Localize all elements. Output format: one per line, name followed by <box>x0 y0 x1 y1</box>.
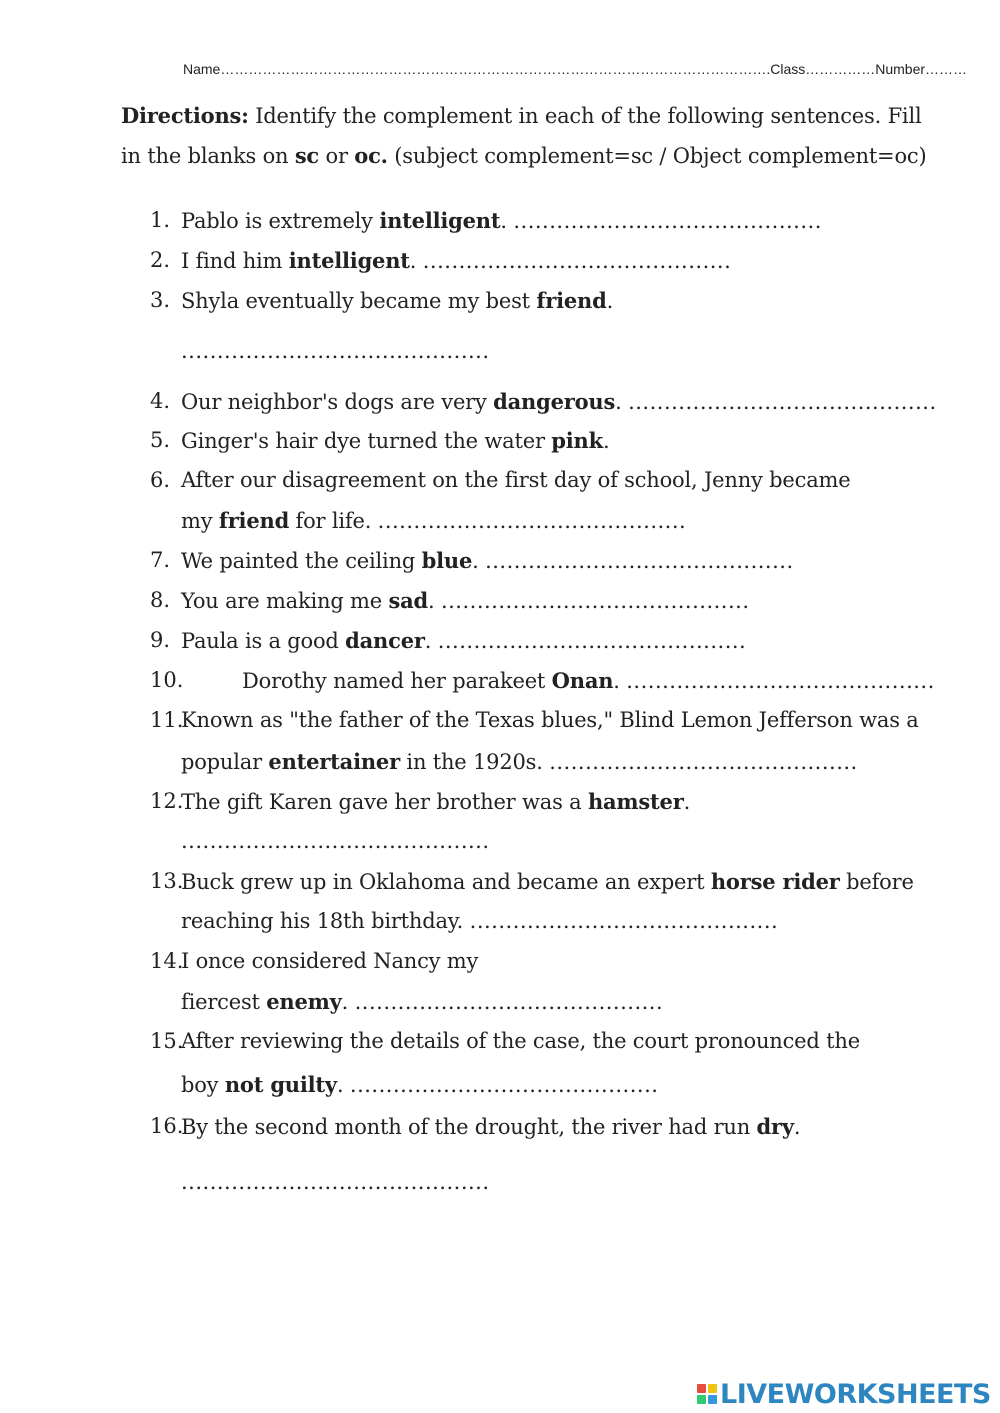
logo-mark-icon <box>697 1384 717 1404</box>
item-number: 12. <box>150 789 184 813</box>
directions-text-2: (subject complement=sc / Object complement=oc) <box>387 144 927 168</box>
item-number: 7. <box>150 548 171 572</box>
item-number: 13. <box>150 869 184 893</box>
item-number: 5. <box>150 428 171 452</box>
item-number: 10. <box>150 668 184 692</box>
list-item: By the second month of the drought, the river had run dry. <box>181 1114 801 1139</box>
directions-text-1: Identify the complement in each of the following sentences. Fill <box>248 104 922 128</box>
list-item-continued: my friend for life. ........................................... <box>181 508 687 533</box>
answer-blank[interactable]: ........................................... <box>440 589 750 613</box>
answer-blank[interactable]: ........................................... <box>181 829 490 853</box>
sc-label: sc <box>294 143 320 168</box>
oc-label: oc. <box>354 143 388 168</box>
list-item: Dorothy named her parakeet Onan. ........................................... <box>242 668 935 693</box>
item-number: 16. <box>150 1114 184 1138</box>
list-item: After our disagreement on the first day of school, Jenny became <box>181 468 851 492</box>
list-item: We painted the ceiling blue. ........................................... <box>181 548 794 573</box>
list-item: I find him intelligent. ........................................... <box>181 248 732 273</box>
class-label: Class…………… <box>770 61 876 77</box>
list-item-continued: reaching his 18th birthday. ........................................... <box>181 909 779 933</box>
answer-blank[interactable]: ........................................... <box>437 629 747 653</box>
list-item: Ginger's hair dye turned the water pink. <box>181 428 610 453</box>
list-item: I once considered Nancy my <box>181 949 479 973</box>
name-field <box>183 61 967 77</box>
answer-blank[interactable]: ........................................... <box>628 390 937 414</box>
list-item: After reviewing the details of the case, the court pronounced the <box>181 1029 860 1053</box>
item-number: 6. <box>150 468 171 492</box>
item-number: 15. <box>150 1029 184 1053</box>
number-label: Number……… <box>875 61 968 77</box>
item-number: 1. <box>150 208 171 232</box>
answer-blank[interactable]: ........................................... <box>485 549 794 573</box>
list-item-continued: fiercest enemy. ........................................... <box>181 989 664 1014</box>
list-item: Our neighbor's dogs are very dangerous. ........................................... <box>181 389 937 414</box>
item-number: 11. <box>150 708 184 732</box>
answer-blank[interactable]: ........................................... <box>354 990 664 1014</box>
item-number: 4. <box>150 389 171 413</box>
directions-label: Directions: <box>121 103 249 128</box>
answer-blank[interactable]: ........................................... <box>377 509 687 533</box>
answer-blank[interactable]: ........................................... <box>513 209 822 233</box>
list-item-continued: popular entertainer in the 1920s. ........................................... <box>181 749 858 774</box>
liveworksheets-logo <box>697 1378 991 1410</box>
list-item: Shyla eventually became my best friend. <box>181 288 614 313</box>
directions-line-1 <box>121 103 922 128</box>
directions-line-2: in the blanks on sc or oc. (subject complement=sc / Object complement=oc) <box>121 143 927 168</box>
list-item: Known as "the father of the Texas blues," Blind Lemon Jefferson was a <box>181 708 919 732</box>
list-item: Pablo is extremely intelligent. ........................................... <box>181 208 822 233</box>
answer-blank[interactable]: ........................................... <box>469 909 779 933</box>
item-number: 2. <box>150 248 171 272</box>
name-label: Name………………………………………………………………………………………………………. <box>183 61 771 77</box>
answer-blank[interactable]: ........................................... <box>626 669 935 693</box>
answer-blank[interactable]: ........................................... <box>349 1073 659 1097</box>
list-item: Buck grew up in Oklahoma and became an expert horse rider before <box>181 869 914 894</box>
list-item: Paula is a good dancer. ........................................... <box>181 628 747 653</box>
list-item: You are making me sad. ........................................... <box>181 588 750 613</box>
logo-text: LIVEWORKSHEETS <box>720 1378 991 1410</box>
item-number: 14. <box>150 949 184 973</box>
list-item: The gift Karen gave her brother was a hamster. <box>181 789 691 814</box>
item-number: 8. <box>150 588 171 612</box>
answer-blank[interactable]: ........................................... <box>181 1170 490 1194</box>
answer-blank[interactable]: ........................................... <box>181 339 490 363</box>
answer-blank[interactable]: ........................................... <box>422 249 732 273</box>
item-number: 3. <box>150 288 171 312</box>
list-item-continued: boy not guilty. ........................................... <box>181 1072 659 1097</box>
answer-blank[interactable]: ........................................... <box>549 750 858 774</box>
item-number: 9. <box>150 628 171 652</box>
